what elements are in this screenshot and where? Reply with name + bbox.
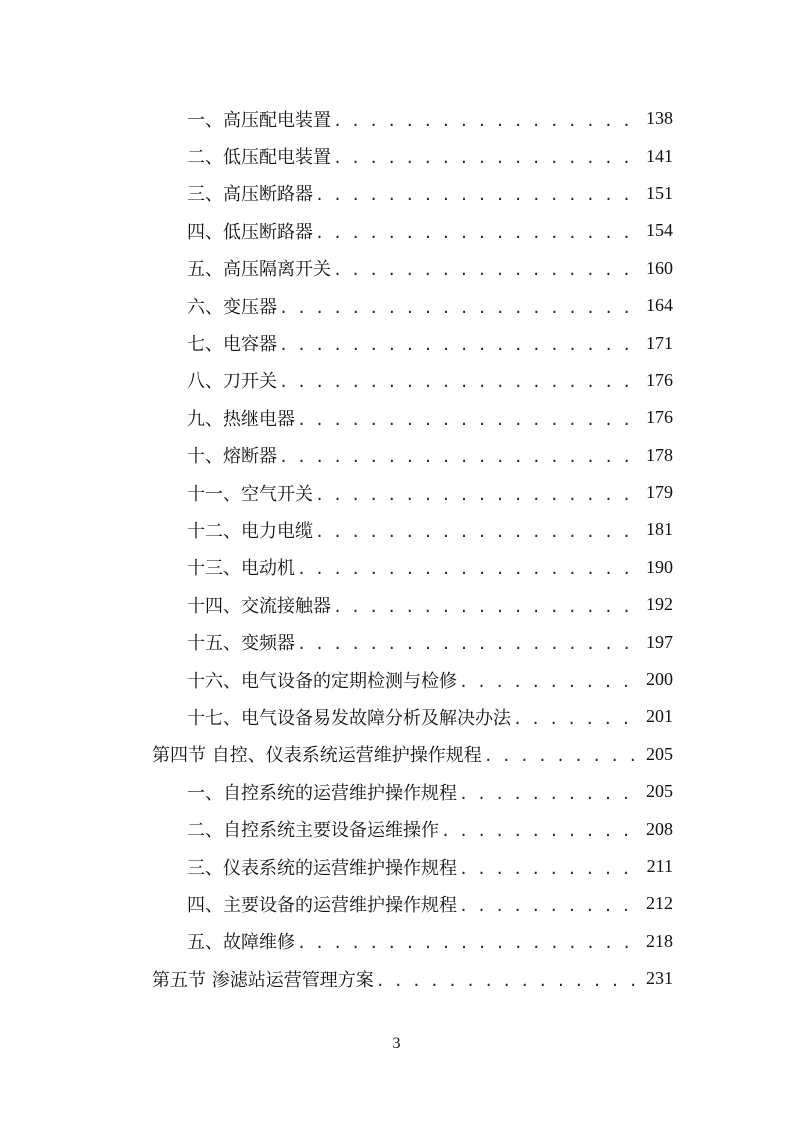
toc-entry[interactable] (0, 100, 793, 137)
toc-entry-title: 第五节 渗滤站运营管理方案 (152, 966, 376, 992)
toc-entry-page: 201 (637, 706, 673, 727)
toc-entry[interactable] (0, 250, 793, 287)
toc-entry-title: 五、高压隔离开关 (187, 255, 333, 281)
toc-entry-title: 十三、电动机 (187, 554, 297, 580)
toc-entry-page: 176 (637, 370, 673, 391)
toc-entry-title: 三、高压断路器 (187, 180, 315, 206)
toc-entry[interactable] (0, 362, 793, 399)
toc-dot-leader (484, 747, 637, 765)
toc-entry-title: 九、热继电器 (187, 405, 297, 431)
toc-entry[interactable] (0, 810, 793, 847)
toc-dot-leader (297, 635, 637, 653)
toc-dot-leader (513, 710, 637, 728)
toc-entry[interactable] (0, 175, 793, 212)
toc-dot-leader (279, 336, 637, 354)
toc-dot-leader (279, 448, 637, 466)
toc-entry[interactable] (0, 661, 793, 698)
toc-entry[interactable] (0, 885, 793, 922)
toc-dot-leader (441, 822, 637, 840)
toc-dot-leader (315, 486, 637, 504)
toc-entry[interactable] (0, 437, 793, 474)
toc-section-entry[interactable] (0, 736, 793, 773)
toc-entry-page: 208 (637, 819, 673, 840)
toc-entry-title: 六、变压器 (187, 293, 279, 319)
toc-entry-page: 190 (637, 557, 673, 578)
toc-entry-page: 231 (637, 968, 673, 989)
toc-entry[interactable] (0, 212, 793, 249)
toc-dot-leader (333, 112, 637, 130)
toc-entry[interactable] (0, 623, 793, 660)
toc-entry[interactable] (0, 511, 793, 548)
toc-entry-title: 一、自控系统的运营维护操作规程 (187, 779, 459, 805)
toc-entry[interactable] (0, 848, 793, 885)
toc-entry[interactable] (0, 923, 793, 960)
toc-dot-leader (376, 972, 637, 990)
toc-entry-page: 205 (637, 781, 673, 802)
toc-entry-page: 176 (637, 407, 673, 428)
toc-entry[interactable] (0, 324, 793, 361)
toc-entry-page: 141 (637, 146, 673, 167)
toc-entry-title: 一、高压配电装置 (187, 106, 333, 132)
toc-entry-title: 四、主要设备的运营维护操作规程 (187, 891, 459, 917)
toc-entry[interactable] (0, 586, 793, 623)
toc-entry[interactable] (0, 399, 793, 436)
toc-dot-leader (315, 186, 637, 204)
toc-entry[interactable] (0, 137, 793, 174)
toc-entry[interactable] (0, 474, 793, 511)
toc-dot-leader (459, 673, 637, 691)
toc-entry-page: 164 (637, 295, 673, 316)
toc-dot-leader (315, 224, 637, 242)
toc-entry[interactable] (0, 287, 793, 324)
toc-entry-title: 二、自控系统主要设备运维操作 (187, 816, 441, 842)
toc-dot-leader (459, 785, 637, 803)
toc-dot-leader (333, 261, 637, 279)
toc-section-entry[interactable] (0, 960, 793, 997)
toc-entry-title: 十五、变频器 (187, 629, 297, 655)
toc-dot-leader (459, 897, 637, 915)
toc-dot-leader (297, 411, 637, 429)
page-number: 3 (392, 1035, 401, 1052)
toc-entry-page: 151 (637, 183, 673, 204)
toc-dot-leader (297, 934, 637, 952)
toc-dot-leader (333, 598, 637, 616)
toc-entry-page: 205 (637, 744, 673, 765)
toc-entry-page: 178 (637, 445, 673, 466)
toc-entry-page: 197 (637, 632, 673, 653)
toc-entry-page: 211 (637, 856, 673, 877)
toc-dot-leader (279, 299, 637, 317)
toc-entry-page: 218 (637, 931, 673, 952)
toc-entry-title: 四、低压断路器 (187, 218, 315, 244)
toc-entry-title: 二、低压配电装置 (187, 143, 333, 169)
toc-entry-title: 十一、空气开关 (187, 480, 315, 506)
toc-dot-leader (333, 149, 637, 167)
toc-entry-title: 十二、电力电缆 (187, 517, 315, 543)
toc-entry-page: 200 (637, 669, 673, 690)
toc-entry-page: 192 (637, 594, 673, 615)
toc-dot-leader (315, 523, 637, 541)
toc-entry[interactable] (0, 773, 793, 810)
toc-entry[interactable] (0, 698, 793, 735)
toc-entry-page: 171 (637, 333, 673, 354)
toc-entry-page: 154 (637, 220, 673, 241)
toc-entry-title: 十六、电气设备的定期检测与检修 (187, 667, 459, 693)
table-of-contents (0, 100, 793, 997)
toc-entry-title: 八、刀开关 (187, 367, 279, 393)
toc-entry-title: 十七、电气设备易发故障分析及解决办法 (187, 704, 513, 730)
toc-dot-leader (279, 373, 637, 391)
toc-entry-title: 十、熔断器 (187, 442, 279, 468)
toc-entry-title: 七、电容器 (187, 330, 279, 356)
toc-entry-page: 181 (637, 519, 673, 540)
toc-entry-title: 三、仪表系统的运营维护操作规程 (187, 854, 459, 880)
toc-entry-page: 160 (637, 258, 673, 279)
toc-entry-page: 138 (637, 108, 673, 129)
toc-entry-title: 十四、交流接触器 (187, 592, 333, 618)
toc-dot-leader (459, 860, 637, 878)
toc-entry-title: 第四节 自控、仪表系统运营维护操作规程 (152, 741, 484, 767)
toc-entry-page: 179 (637, 482, 673, 503)
toc-entry[interactable] (0, 549, 793, 586)
toc-entry-title: 五、故障维修 (187, 928, 297, 954)
toc-entry-page: 212 (637, 893, 673, 914)
toc-dot-leader (297, 560, 637, 578)
